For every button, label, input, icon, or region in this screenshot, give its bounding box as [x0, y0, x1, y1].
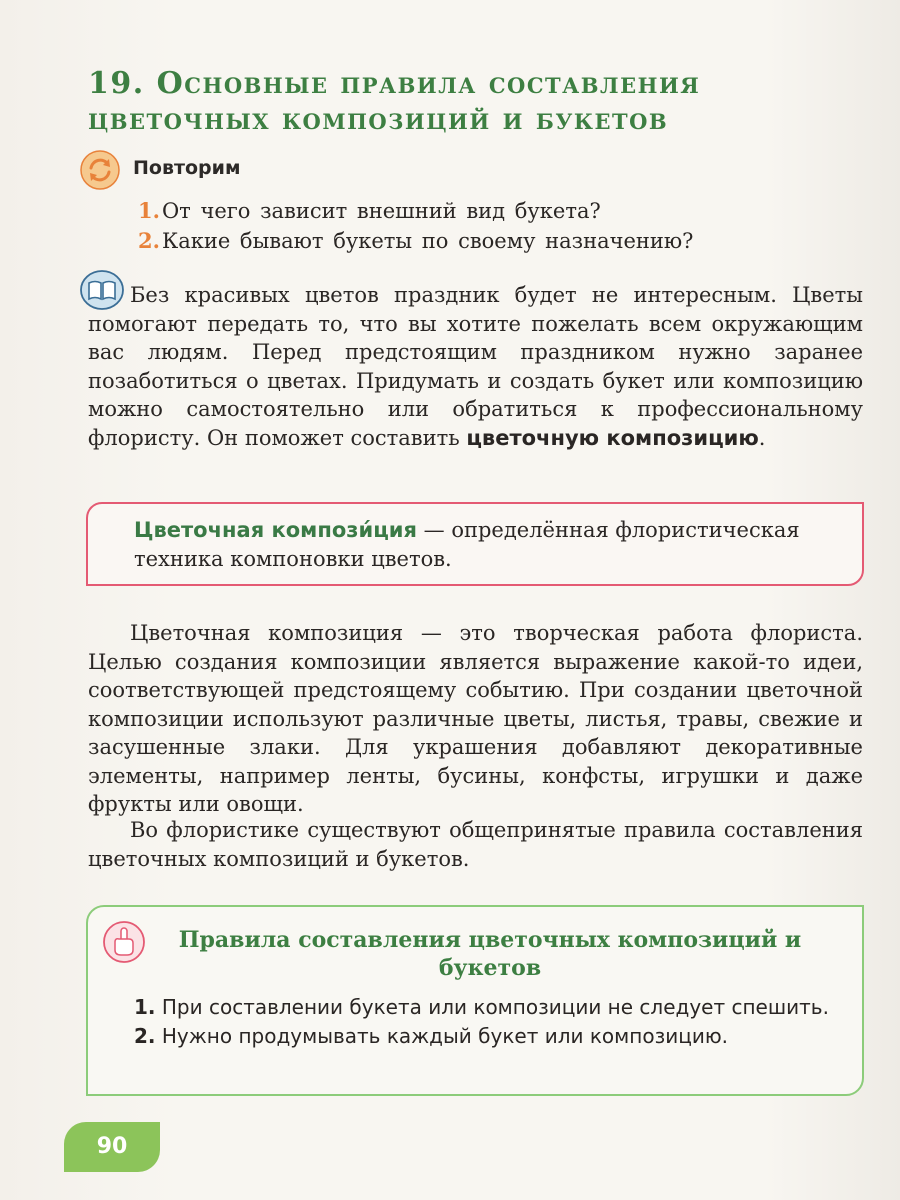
chapter-title: [88, 66, 788, 138]
definition-body: — определённая флористическая техника компоновки цветов.: [134, 518, 800, 571]
page-number-badge: 90: [64, 1122, 160, 1172]
rule-number: 1.: [134, 995, 156, 1019]
rule-number: 2.: [134, 1024, 156, 1048]
rule-item: [134, 1023, 854, 1050]
intro-key-term: цветочную композицию: [466, 425, 759, 450]
question-text: Какие бывают букеты по своему назначению?: [161, 229, 694, 253]
rule-item: [134, 994, 854, 1021]
intro-text: Без красивых цветов праздник будет не интересным. Цветы помогают передать то, что вы хотите пожелать всем окружающим вас людям. Перед предстоящим праздником нужно заранее позаботиться о цветах. Придумать и создать букет или композицию можно самостоятельно или обратиться к профессиональному флористу. Он поможет составить: [88, 283, 863, 450]
definition-text: [134, 516, 844, 573]
chapter-title-line2: цветочных композиций и букетов: [88, 102, 669, 137]
rules-heading: Правила составления цветочных композиций и букетов: [178, 927, 802, 981]
intro-end: .: [758, 425, 766, 450]
repeat-heading: Повторим: [133, 157, 241, 179]
question-item: [138, 196, 693, 226]
intro-paragraph: [88, 281, 863, 452]
chapter-title-line1: 19. Основные правила составления: [88, 66, 701, 101]
repeat-icon: [80, 150, 120, 190]
rule-text: Нужно продумывать каждый букет или композицию.: [161, 1024, 729, 1048]
question-number: 2.: [138, 228, 160, 253]
question-text: От чего зависит внешний вид букета?: [161, 199, 601, 223]
review-questions: [138, 196, 693, 256]
definition-term: Цветочная компози́ция: [134, 518, 417, 542]
body-paragraph-rules-intro: Во флористике существуют общепринятые правила составления цветочных композиций и букетов.: [88, 818, 863, 871]
pointing-finger-icon: [102, 920, 146, 964]
body-paragraph-composition: Цветочная композиция — это творческая работа флориста. Целью создания композиции является выражение какой-то идеи, соответствующей предстоящему событию. При создании цветочной композиции используют различные цветы, листья, травы, свежие и засушенные злаки. Для украшения добавляют декоративные элементы, например ленты, бусины, конфсты, игрушки и даже фрукты или овощи.: [88, 621, 863, 816]
question-item: [138, 226, 693, 256]
rule-text: При составлении букета или композиции не следует спешить.: [161, 995, 829, 1019]
question-number: 1.: [138, 198, 160, 223]
rules-list: [134, 994, 854, 1052]
